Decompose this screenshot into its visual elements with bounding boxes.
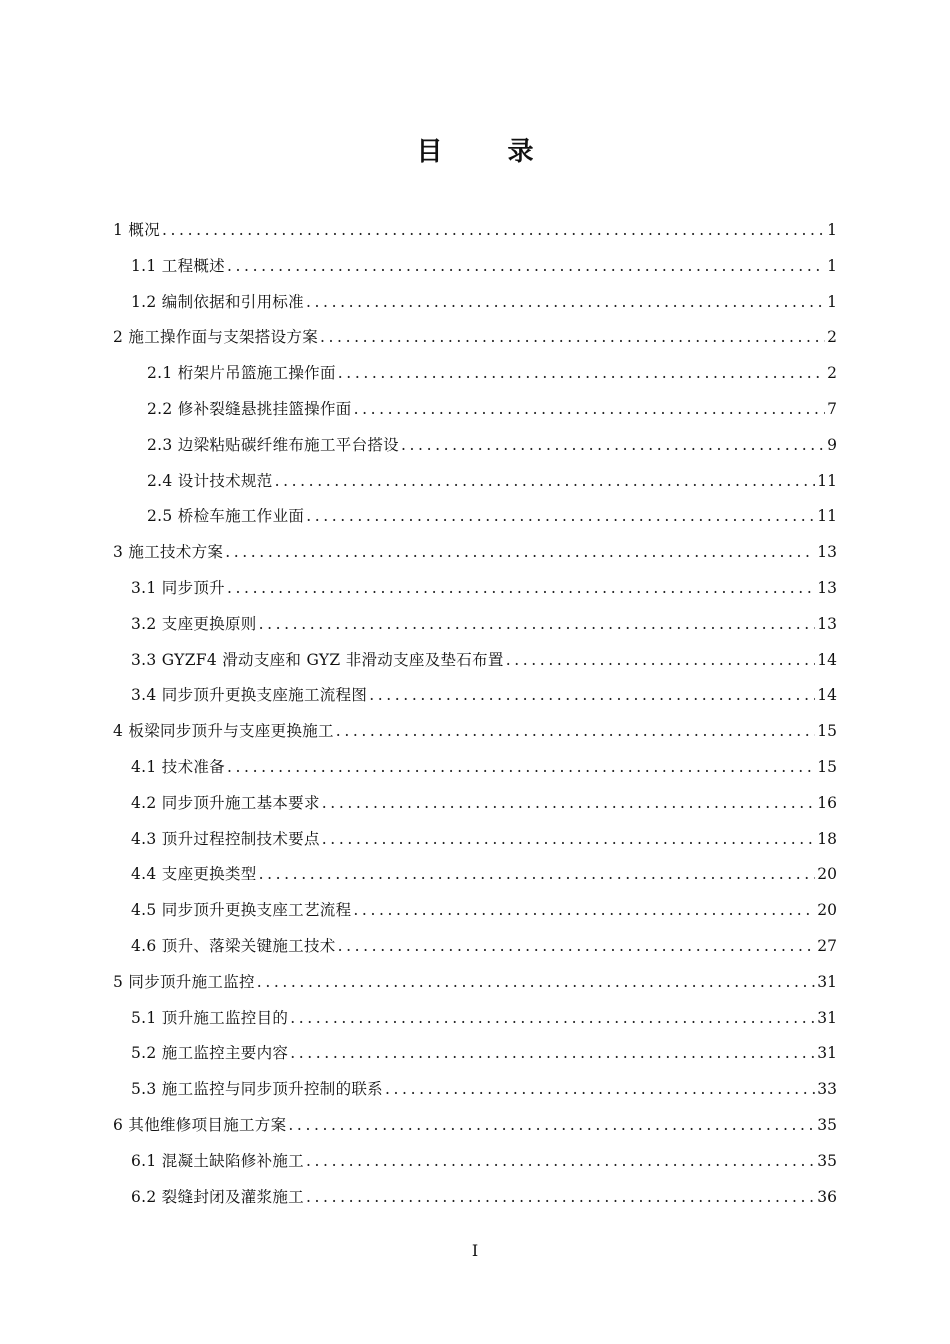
- toc-entry-page: 31: [817, 1008, 837, 1027]
- toc-entry[interactable]: [113, 716, 837, 746]
- toc-entry-label: 4.4 支座更换类型: [131, 865, 257, 884]
- toc-dot-leader: [288, 1110, 815, 1140]
- toc-entry-page: 20: [817, 865, 837, 884]
- toc-entry-label: 6.2 裂缝封闭及灌浆施工: [131, 1187, 304, 1206]
- toc-dot-leader: [306, 1146, 815, 1176]
- toc-dot-leader: [338, 358, 825, 388]
- toc-entry[interactable]: [131, 788, 837, 818]
- toc-entry-label: 3.4 同步顶升更换支座施工流程图: [131, 686, 368, 705]
- toc-entry-page: 31: [817, 972, 837, 991]
- toc-dot-leader: [225, 537, 815, 567]
- toc-entry-label: 2.4 设计技术规范: [147, 471, 273, 490]
- toc-dot-leader: [290, 1038, 815, 1068]
- toc-entry-label: 5.3 施工监控与同步顶升控制的联系: [131, 1080, 383, 1099]
- toc-entry[interactable]: [131, 645, 837, 675]
- toc-entry-page: 11: [817, 507, 837, 526]
- toc-entry-page: 14: [817, 650, 837, 669]
- toc-entry-label: 1.2 编制依据和引用标准: [131, 292, 304, 311]
- toc-entry-label: 6.1 混凝土缺陷修补施工: [131, 1151, 304, 1170]
- toc-entry[interactable]: [147, 358, 837, 388]
- toc-dot-leader: [162, 215, 825, 245]
- toc-entry-label: 1.1 工程概述: [131, 256, 225, 275]
- toc-entry-label: 3 施工技术方案: [113, 543, 224, 562]
- toc-entry-page: 1: [827, 292, 837, 311]
- toc-entry-label: 4.1 技术准备: [131, 758, 225, 776]
- toc-entry[interactable]: [131, 609, 837, 639]
- toc-dot-leader: [227, 573, 815, 603]
- toc-entry[interactable]: [113, 537, 837, 567]
- toc-entry-label: 2 施工操作面与支架搭设方案: [113, 328, 318, 347]
- toc-entry-page: 18: [817, 829, 837, 848]
- toc-entry-page: 33: [817, 1080, 837, 1099]
- toc-entry-page: 35: [817, 1116, 837, 1134]
- toc-dot-leader: [306, 501, 815, 531]
- toc-entry-label: 2.5 桥检车施工作业面: [147, 507, 305, 526]
- toc-entry[interactable]: [131, 251, 837, 281]
- toc-entry-page: 15: [817, 722, 837, 741]
- toc-entry[interactable]: [113, 322, 837, 352]
- toc-entry-page: 15: [817, 758, 837, 776]
- toc-dot-leader: [259, 859, 816, 889]
- toc-entry-label: 5.2 施工监控主要内容: [131, 1044, 289, 1063]
- toc-entry-page: 16: [817, 793, 837, 812]
- toc-entry[interactable]: [147, 466, 837, 496]
- toc-entry[interactable]: [113, 215, 837, 245]
- toc-dot-leader: [369, 680, 815, 710]
- toc-entry-page: 13: [817, 543, 837, 562]
- toc-entry-page: 11: [817, 471, 837, 490]
- toc-entry-page: 20: [817, 901, 837, 920]
- toc-entry-page: 35: [817, 1151, 837, 1170]
- toc-dot-leader: [257, 967, 815, 997]
- toc-entry-page: 1: [827, 256, 837, 275]
- toc-entry-label: 4.5 同步顶升更换支座工艺流程: [131, 901, 352, 920]
- toc-entry-label: 2.3 边梁粘贴碳纤维布施工平台搭设: [147, 435, 399, 454]
- toc-entry[interactable]: [131, 680, 837, 710]
- toc-entry-label: 2.2 修补裂缝悬挑挂篮操作面: [147, 400, 352, 418]
- toc-dot-leader: [385, 1074, 815, 1104]
- toc-entry[interactable]: [131, 1038, 837, 1068]
- toc-entry[interactable]: [147, 430, 837, 460]
- toc-entry-label: 3.2 支座更换原则: [131, 614, 257, 633]
- toc-entry-page: 7: [827, 400, 837, 418]
- toc-entry-page: 2: [827, 364, 837, 383]
- toc-entry[interactable]: [131, 1074, 837, 1104]
- toc-entry-label: 5.1 顶升施工监控目的: [131, 1008, 289, 1027]
- toc-entry[interactable]: [113, 967, 837, 997]
- toc-entry[interactable]: [147, 501, 837, 531]
- toc-dot-leader: [227, 251, 825, 281]
- toc-entry-page: 1: [827, 221, 837, 239]
- toc-entry[interactable]: [131, 287, 837, 317]
- toc-dot-leader: [259, 609, 816, 639]
- toc-dot-leader: [506, 645, 816, 675]
- toc-entry-label: 3.3 GYZF4 滑动支座和 GYZ 非滑动支座及垫石布置: [131, 650, 504, 669]
- toc-dot-leader: [306, 1182, 815, 1212]
- toc-entry[interactable]: [131, 931, 837, 961]
- toc-entry[interactable]: [131, 752, 837, 782]
- toc-dot-leader: [306, 287, 825, 317]
- toc-entry[interactable]: [113, 1110, 837, 1140]
- toc-dot-leader: [338, 931, 816, 961]
- toc-entry-label: 4.3 顶升过程控制技术要点: [131, 829, 320, 848]
- toc-entry-page: 14: [817, 686, 837, 705]
- toc-entry[interactable]: [131, 824, 837, 854]
- toc-entry-label: 4.6 顶升、落梁关键施工技术: [131, 937, 336, 955]
- toc-dot-leader: [353, 895, 815, 925]
- toc-entry[interactable]: [131, 859, 837, 889]
- toc-entry[interactable]: [147, 394, 837, 424]
- toc-entry[interactable]: [131, 1003, 837, 1033]
- toc-dot-leader: [322, 824, 815, 854]
- toc-entry[interactable]: [131, 1146, 837, 1176]
- toc-entry-label: 2.1 桁架片吊篮施工操作面: [147, 364, 336, 383]
- toc-dot-leader: [290, 1003, 815, 1033]
- toc-dot-leader: [275, 466, 816, 496]
- toc-dot-leader: [322, 788, 815, 818]
- toc-entry-label: 1 概况: [113, 221, 160, 239]
- toc-entry[interactable]: [131, 895, 837, 925]
- toc-entry-page: 13: [817, 614, 837, 633]
- page-title: 目 录: [416, 137, 562, 167]
- toc-dot-leader: [320, 322, 825, 352]
- toc-entry[interactable]: [131, 1182, 837, 1212]
- page-number: I: [471, 1241, 479, 1260]
- toc-entry-label: 3.1 同步顶升: [131, 579, 225, 597]
- toc-entry-label: 6 其他维修项目施工方案: [113, 1116, 287, 1134]
- toc-entry[interactable]: [131, 573, 837, 603]
- toc-entry-page: 31: [817, 1044, 837, 1063]
- toc-entry-page: 13: [817, 579, 837, 597]
- toc-dot-leader: [401, 430, 825, 460]
- toc-entry-label: 4.2 同步顶升施工基本要求: [131, 793, 320, 812]
- toc-dot-leader: [354, 394, 826, 424]
- toc-entry-label: 5 同步顶升施工监控: [113, 972, 255, 991]
- toc-entry-page: 9: [827, 435, 837, 454]
- toc-entry-label: 4 板梁同步顶升与支座更换施工: [113, 722, 334, 741]
- toc-entry-page: 2: [827, 328, 837, 347]
- toc-dot-leader: [227, 752, 815, 782]
- toc-entry-page: 36: [817, 1187, 837, 1206]
- toc-dot-leader: [336, 716, 815, 746]
- toc-entry-page: 27: [817, 937, 837, 955]
